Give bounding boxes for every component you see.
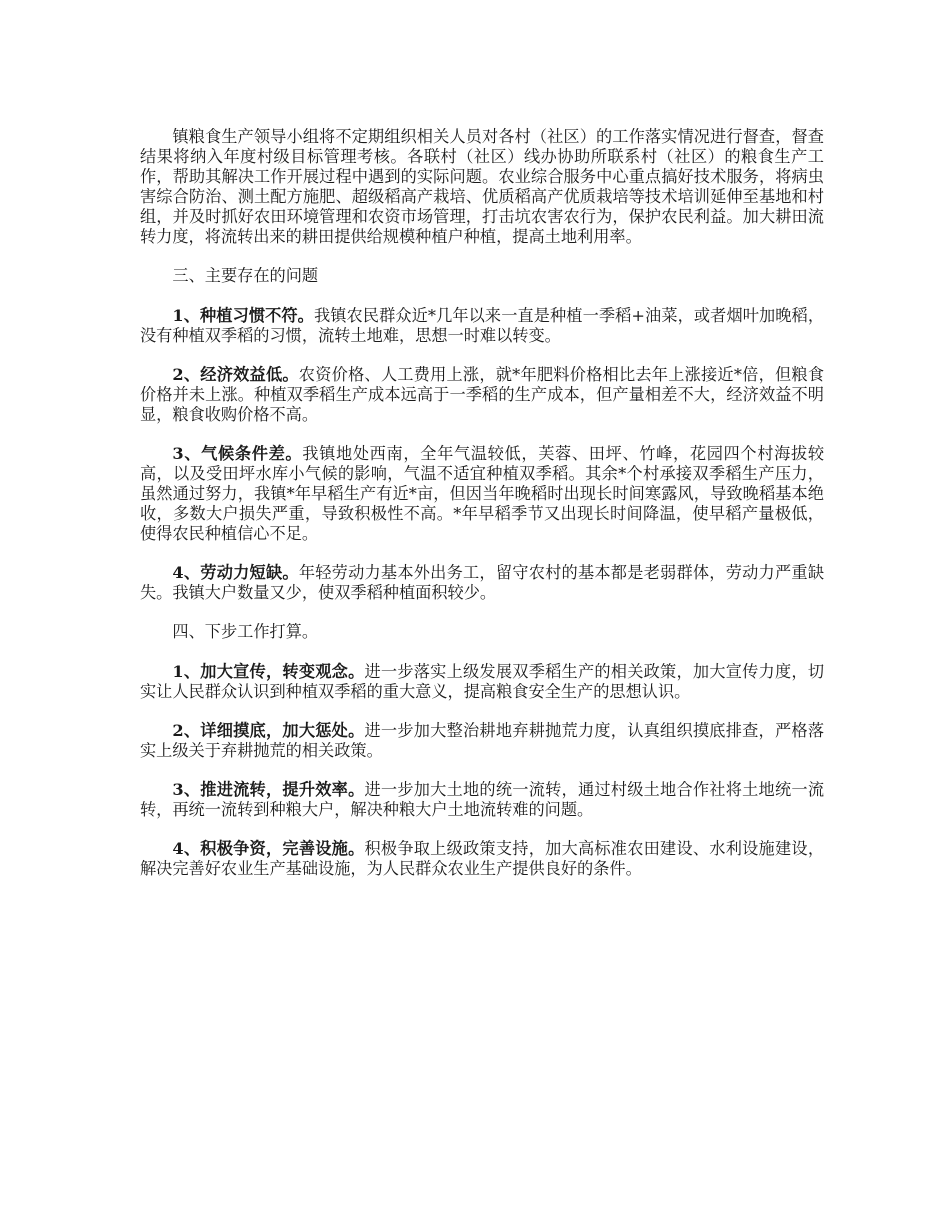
- problem-text: 年轻劳动力基本外出务工，留守农村的基本都是老弱群体，劳动力严重缺失。我镇大户数量又少，使双季稻种植面积较少。: [140, 563, 825, 602]
- problem-lead: 4、劳动力短缺。: [172, 563, 299, 582]
- plan-lead: 2、详细摸底，加大惩处。: [172, 721, 365, 740]
- document-page: [140, 127, 824, 898]
- intro-paragraph: 镇粮食生产领导小组将不定期组织相关人员对各村（社区）的工作落实情况进行督查，督查结果将纳入年度村级目标管理考核。各联村（社区）线办协助所联系村（社区）的粮食生产工作，帮助其解决工作开展过程中遇到的实际问题。农业综合服务中心重点搞好技术服务，将病虫害综合防治、测土配方施肥、超级稻高产栽培、优质稻高产优质栽培等技术培训延伸至基地和村组，并及时抓好农田环境管理和农资市场管理，打击坑农害农行为，保护农民利益。加大耕田流转力度，将流转出来的耕田提供给规模种植户种植，提高土地利用率。: [140, 127, 824, 246]
- problem-item: [140, 365, 824, 425]
- problem-text: 我镇农民群众近*几年以来一直是种植一季稻+油菜，或者烟叶加晚稻，没有种植双季稻的习惯，流转土地难，思想一时难以转变。: [140, 306, 825, 345]
- section-heading-problems: 三、主要存在的问题: [172, 266, 319, 285]
- plan-item: [140, 721, 824, 761]
- plan-item: [140, 839, 824, 879]
- plan-item: [140, 780, 824, 820]
- plan-lead: 1、加大宣传，转变观念。: [172, 662, 365, 681]
- plan-text: 积极争取上级政策支持，加大高标准农田建设、水利设施建设，解决完善好农业生产基础设施，为人民群众农业生产提供良好的条件。: [140, 839, 825, 878]
- problem-item: [140, 444, 824, 544]
- plan-lead: 4、积极争资，完善设施。: [172, 839, 365, 858]
- problem-item: [140, 306, 824, 346]
- plan-text: 进一步加大土地的统一流转，通过村级土地合作社将土地统一流转，再统一流转到种粮大户，解决种粮大户土地流转难的问题。: [140, 780, 825, 819]
- problem-lead: 1、种植习惯不符。: [172, 306, 314, 325]
- problem-lead: 2、经济效益低。: [172, 365, 299, 384]
- problem-lead: 3、气候条件差。: [172, 444, 303, 463]
- plan-text: 进一步加大整治耕地弃耕抛荒力度，认真组织摸底排查，严格落实上级关于弃耕抛荒的相关政策。: [140, 721, 825, 760]
- section-heading-plans: 四、下步工作打算。: [172, 622, 319, 641]
- problem-text: 农资价格、人工费用上涨，就*年肥料价格相比去年上涨接近*倍，但粮食价格并未上涨。种植双季稻生产成本远高于一季稻的生产成本，但产量相差不大，经济效益不明显，粮食收购价格不高。: [140, 365, 825, 424]
- plan-text: 进一步落实上级发展双季稻生产的相关政策，加大宣传力度，切实让人民群众认识到种植双季稻的重大意义，提高粮食安全生产的思想认识。: [140, 662, 825, 701]
- problem-text: 我镇地处西南，全年气温较低，芙蓉、田坪、竹峰，花园四个村海拔较高，以及受田坪水库小气候的影响，气温不适宜种植双季稻。其余*个村承接双季稻生产压力，虽然通过努力，我镇*年早稻生产有近*亩，但因当年晚稻时出现长时间寒露风，导致晚稻基本绝收，多数大户损失严重，导致积极性不高。*年早稻季节又出现长时间降温，使早稻产量极低，使得农民种植信心不足。: [140, 444, 825, 543]
- problem-item: [140, 563, 824, 603]
- plan-item: [140, 662, 824, 702]
- plan-lead: 3、推进流转，提升效率。: [172, 780, 365, 799]
